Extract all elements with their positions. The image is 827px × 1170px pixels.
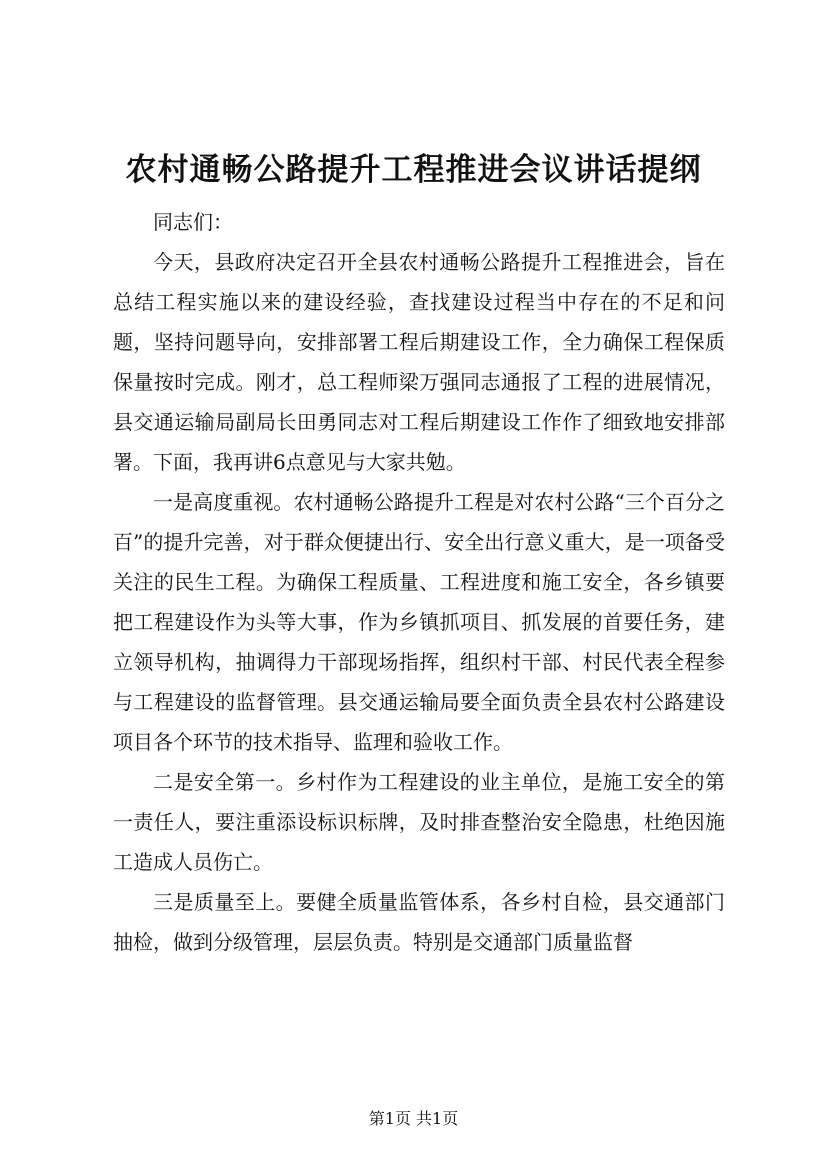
paragraph-point-two: 二是安全第一。乡村作为工程建设的业主单位，是施工安全的第一责任人，要注重添设标识标牌，及时排查整治安全隐患，杜绝因施工造成人员伤亡。	[113, 770, 725, 874]
paragraph-point-three: 三是质量至上。要健全质量监管体系，各乡村自检，县交通部门抽检，做到分级管理，层层负责。特别是交通部门质量监督	[113, 890, 725, 954]
document-body	[113, 202, 725, 962]
document-title: 农村通畅公路提升工程推进会议讲话提纲	[125, 152, 702, 188]
salutation: 同志们：	[153, 210, 233, 234]
paragraph-point-one: 一是高度重视。农村通畅公路提升工程是对农村公路“三个百分之百”的提升完善，对于群众便捷出行、安全出行意义重大，是一项备受关注的民生工程。为确保工程质量、工程进度和施工安全，各乡镇要把工程建设作为头等大事，作为乡镇抓项目、抓发展的首要任务，建立领导机构，抽调得力干部现场指挥，组织村干部、村民代表全程参与工程建设的监督管理。县交通运输局要全面负责全县农村公路建设项目各个环节的技术指导、监理和验收工作。	[113, 490, 725, 754]
paragraph-opening: 今天，县政府决定召开全县农村通畅公路提升工程推进会，旨在总结工程实施以来的建设经验，查找建设过程当中存在的不足和问题，坚持问题导向，安排部署工程后期建设工作，全力确保工程保质保量按时完成。刚才，总工程师梁万强同志通报了工程的进展情况，县交通运输局副局长田勇同志对工程后期建设工作作了细致地安排部署。下面，我再讲6点意见与大家共勉。	[113, 250, 725, 474]
page-footer: 第1页 共1页	[368, 1109, 459, 1128]
